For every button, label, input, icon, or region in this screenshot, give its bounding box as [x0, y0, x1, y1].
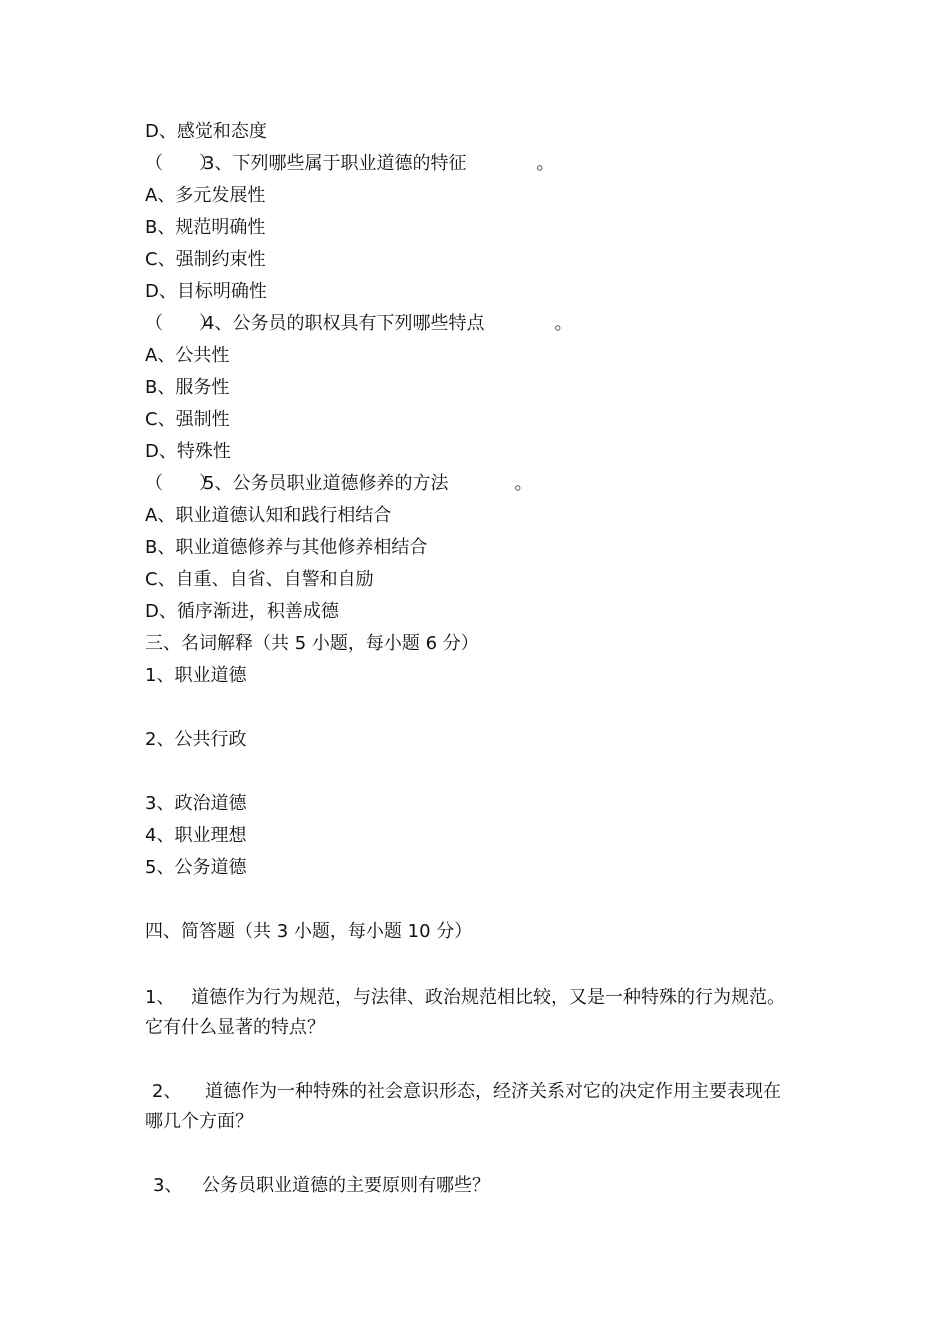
q5-option-c: C、自重、自省、自警和自励	[145, 569, 374, 590]
question-text: 公务员职业道德的主要原则有哪些？	[202, 1175, 490, 1196]
q3-option-a: A、多元发展性	[145, 185, 266, 206]
question-end: 。	[514, 473, 533, 494]
q5-option-a: A、职业道德认知和践行相结合	[145, 505, 392, 526]
essay-question-3-line-1	[145, 1174, 490, 1198]
essay-question-2-line-1	[145, 1080, 781, 1104]
answer-parentheses: （ ）	[145, 153, 217, 174]
section-3-heading: 三、名词解释（共 5 小题，每小题 6 分）	[145, 633, 479, 654]
question-text: 4、公务员的职权具有下列哪些特点	[203, 313, 485, 334]
answer-parentheses: （ ）	[145, 313, 217, 334]
term-item-5: 5、公务道德	[145, 857, 247, 878]
term-item-1: 1、职业道德	[145, 665, 247, 686]
essay-question-1-line-2: 它有什么显著的特点？	[145, 1017, 325, 1038]
term-item-3: 3、政治道德	[145, 793, 247, 814]
q3-option-c: C、强制约束性	[145, 249, 266, 270]
answer-parentheses: （ ）	[145, 473, 217, 494]
essay-question-1-line-1	[145, 986, 785, 1010]
term-item-2: 2、公共行政	[145, 729, 247, 750]
section-4-heading: 四、简答题（共 3 小题，每小题 10 分）	[145, 921, 473, 942]
question-end: 。	[536, 153, 555, 174]
q3-option-d: D、目标明确性	[145, 281, 267, 302]
question-text: 5、公务员职业道德修养的方法	[203, 473, 449, 494]
q2-option-d: D、感觉和态度	[145, 121, 267, 142]
q4-option-a: A、公共性	[145, 345, 230, 366]
q4-option-d: D、特殊性	[145, 441, 231, 462]
question-4-stem	[145, 312, 572, 336]
essay-question-2-line-2: 哪几个方面？	[145, 1111, 253, 1132]
question-text: 道德作为一种特殊的社会意识形态，经济关系对它的决定作用主要表现在	[205, 1081, 781, 1102]
question-end: 。	[554, 313, 573, 334]
term-item-4: 4、职业理想	[145, 825, 247, 846]
q3-option-b: B、规范明确性	[145, 217, 266, 238]
question-3-stem	[145, 152, 554, 176]
question-number: 1、	[145, 987, 175, 1008]
question-5-stem	[145, 472, 532, 496]
q5-option-b: B、职业道德修养与其他修养相结合	[145, 537, 428, 558]
question-text: 道德作为行为规范，与法律、政治规范相比较，又是一种特殊的行为规范。	[191, 987, 785, 1008]
q4-option-c: C、强制性	[145, 409, 230, 430]
q4-option-b: B、服务性	[145, 377, 230, 398]
question-text: 3、下列哪些属于职业道德的特征	[203, 153, 467, 174]
question-number: 2、	[152, 1081, 182, 1102]
question-number: 3、	[153, 1175, 183, 1196]
q5-option-d: D、循序渐进，积善成德	[145, 601, 339, 622]
